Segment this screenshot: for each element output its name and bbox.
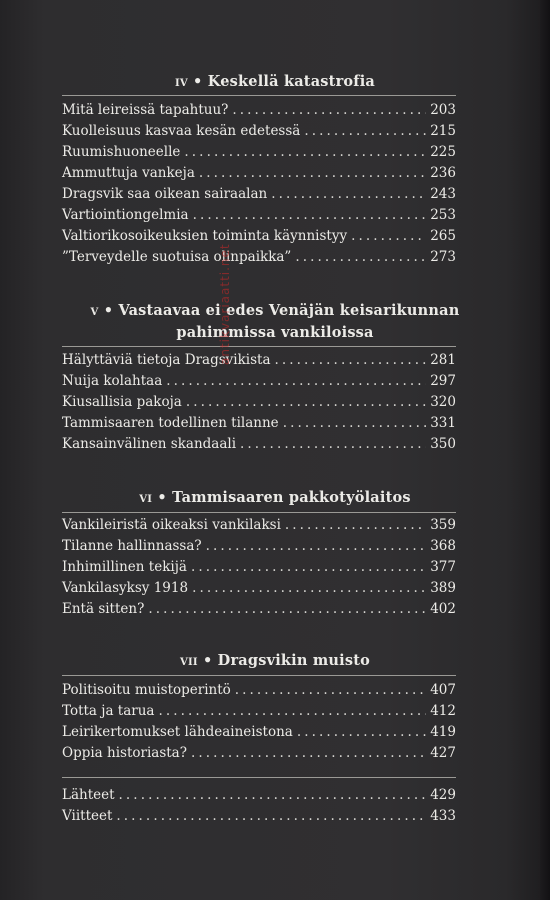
toc-leader-dots (232, 100, 426, 121)
toc-entry (62, 142, 456, 163)
toc-leader-dots (295, 247, 426, 268)
toc-entry-title: Totta ja tarua (62, 703, 155, 719)
toc-entry (62, 578, 456, 599)
toc-entry (62, 371, 456, 392)
section-numeral: v (90, 302, 99, 319)
toc-entry-title: Nuija kolahtaa (62, 373, 163, 389)
section-separator: • (193, 73, 203, 90)
toc-entry (62, 536, 456, 557)
toc-entry (62, 785, 456, 806)
toc-entry-page: 350 (430, 436, 456, 452)
toc-list-iv (62, 100, 456, 268)
toc-entry-page: 243 (430, 186, 456, 202)
toc-leader-dots (271, 184, 426, 205)
toc-entry-title: Entä sitten? (62, 601, 145, 617)
toc-entry-page: 203 (430, 102, 456, 118)
watermark: antikvariaatti.net (218, 243, 232, 365)
toc-entry-title: Tammisaaren todellinen tilanne (62, 415, 279, 431)
section-numeral: iv (174, 73, 188, 90)
toc-entry-page: 215 (430, 123, 456, 139)
toc-leader-dots (283, 413, 426, 434)
section-title: Keskellä katastrofia (207, 73, 376, 90)
toc-entry-page: 419 (430, 724, 456, 740)
section-heading-vi (0, 487, 550, 509)
toc-leader-dots (166, 371, 426, 392)
toc-entry (62, 247, 456, 268)
toc-entry (62, 121, 456, 142)
toc-entry-title: Ammuttuja vankeja (62, 165, 195, 181)
toc-leader-dots (148, 599, 426, 620)
toc-entry-title: Politisoitu muistoperintö (62, 682, 231, 698)
section-heading-vii (0, 650, 550, 672)
toc-entry-page: 429 (430, 787, 456, 803)
toc-leader-dots (192, 578, 426, 599)
toc-leader-dots (235, 680, 426, 701)
back-matter-rule (62, 777, 456, 778)
section-numeral: vii (179, 652, 198, 669)
toc-entry-page: 389 (430, 580, 456, 596)
toc-entry (62, 205, 456, 226)
page-edge (540, 0, 550, 900)
toc-entry-page: 273 (430, 249, 456, 265)
toc-entry-page: 407 (430, 682, 456, 698)
toc-leader-dots (186, 392, 426, 413)
toc-entry-title: Vankileiristä oikeaksi vankilaksi (62, 517, 281, 533)
toc-list-back-matter (62, 785, 456, 827)
toc-list-vii (62, 680, 456, 764)
toc-leader-dots (285, 515, 426, 536)
toc-entry (62, 722, 456, 743)
toc-entry-title: Kiusallisia pakoja (62, 394, 182, 410)
toc-entry-title: ”Terveydelle suotuisa olinpaikka” (62, 249, 292, 265)
toc-entry-title: Tilanne hallinnassa? (62, 538, 202, 554)
toc-entry-page: 331 (430, 415, 456, 431)
section-title: Dragsvikin muisto (217, 652, 370, 669)
toc-entry (62, 413, 456, 434)
toc-entry-page: 377 (430, 559, 456, 575)
toc-leader-dots (297, 722, 426, 743)
section-rule (62, 95, 456, 96)
toc-entry (62, 350, 456, 371)
toc-entry-title: Inhimillinen tekijä (62, 559, 187, 575)
toc-list-v (62, 350, 456, 455)
toc-entry (62, 392, 456, 413)
toc-entry (62, 434, 456, 455)
toc-leader-dots (191, 743, 426, 764)
toc-entry-title: Viitteet (62, 808, 113, 824)
toc-list-vi (62, 515, 456, 620)
toc-entry (62, 599, 456, 620)
toc-leader-dots (119, 785, 426, 806)
toc-entry-title: Oppia historiasta? (62, 745, 187, 761)
toc-entry-title: Vankilasyksy 1918 (62, 580, 189, 596)
toc-entry-page: 225 (430, 144, 456, 160)
toc-leader-dots (351, 226, 426, 247)
toc-entry-page: 253 (430, 207, 456, 223)
section-separator: • (103, 302, 114, 319)
section-numeral: vi (139, 489, 153, 506)
section-rule (62, 512, 456, 513)
toc-entry-page: 402 (430, 601, 456, 617)
toc-leader-dots (275, 350, 427, 371)
toc-entry-page: 427 (430, 745, 456, 761)
toc-entry (62, 226, 456, 247)
toc-entry-title: Dragsvik saa oikean sairaalan (62, 186, 268, 202)
section-separator: • (202, 652, 213, 669)
section-rule (62, 346, 456, 347)
toc-entry-title: Kuolleisuus kasvaa kesän edetessä (62, 123, 301, 139)
toc-entry-title: Vartiointiongelmia (62, 207, 189, 223)
toc-entry (62, 184, 456, 205)
toc-entry-page: 412 (430, 703, 456, 719)
toc-entry (62, 163, 456, 184)
toc-entry-page: 320 (430, 394, 456, 410)
toc-entry (62, 100, 456, 121)
toc-entry-title: Lähteet (62, 787, 115, 803)
toc-entry-title: Kansainvälinen skandaali (62, 436, 237, 452)
section-title-line2: pahimmissa vankiloissa (176, 324, 374, 341)
toc-entry-page: 281 (430, 352, 456, 368)
toc-entry (62, 557, 456, 578)
toc-leader-dots (206, 536, 426, 557)
toc-entry (62, 680, 456, 701)
toc-entry-page: 297 (430, 373, 456, 389)
toc-entry-page: 236 (430, 165, 456, 181)
toc-entry (62, 515, 456, 536)
toc-leader-dots (158, 701, 426, 722)
toc-entry-title: Hälyttäviä tietoja Dragsvikista (62, 352, 271, 368)
toc-entry (62, 701, 456, 722)
toc-leader-dots (199, 163, 426, 184)
section-rule (62, 675, 456, 676)
toc-leader-dots (240, 434, 426, 455)
toc-entry-page: 368 (430, 538, 456, 554)
section-title: Tammisaaren pakkotyölaitos (172, 489, 411, 506)
toc-entry-page: 359 (430, 517, 456, 533)
section-heading-iv (0, 71, 550, 93)
toc-entry-title: Valtiorikosoikeuksien toiminta käynnistyy (62, 228, 348, 244)
section-heading-v (0, 300, 550, 344)
toc-leader-dots (304, 121, 426, 142)
toc-entry (62, 743, 456, 764)
toc-entry-title: Leirikertomukset lähdeaineistona (62, 724, 293, 740)
toc-entry-title: Mitä leireissä tapahtuu? (62, 102, 229, 118)
toc-entry-title: Ruumishuoneelle (62, 144, 181, 160)
toc-leader-dots (193, 205, 426, 226)
section-title: Vastaavaa ei edes Venäjän keisarikunnan (118, 302, 460, 319)
toc-entry-page: 265 (430, 228, 456, 244)
toc-leader-dots (116, 806, 426, 827)
section-separator: • (157, 489, 167, 506)
toc-entry-page: 433 (430, 808, 456, 824)
toc-leader-dots (191, 557, 426, 578)
toc-leader-dots (184, 142, 426, 163)
toc-entry (62, 806, 456, 827)
